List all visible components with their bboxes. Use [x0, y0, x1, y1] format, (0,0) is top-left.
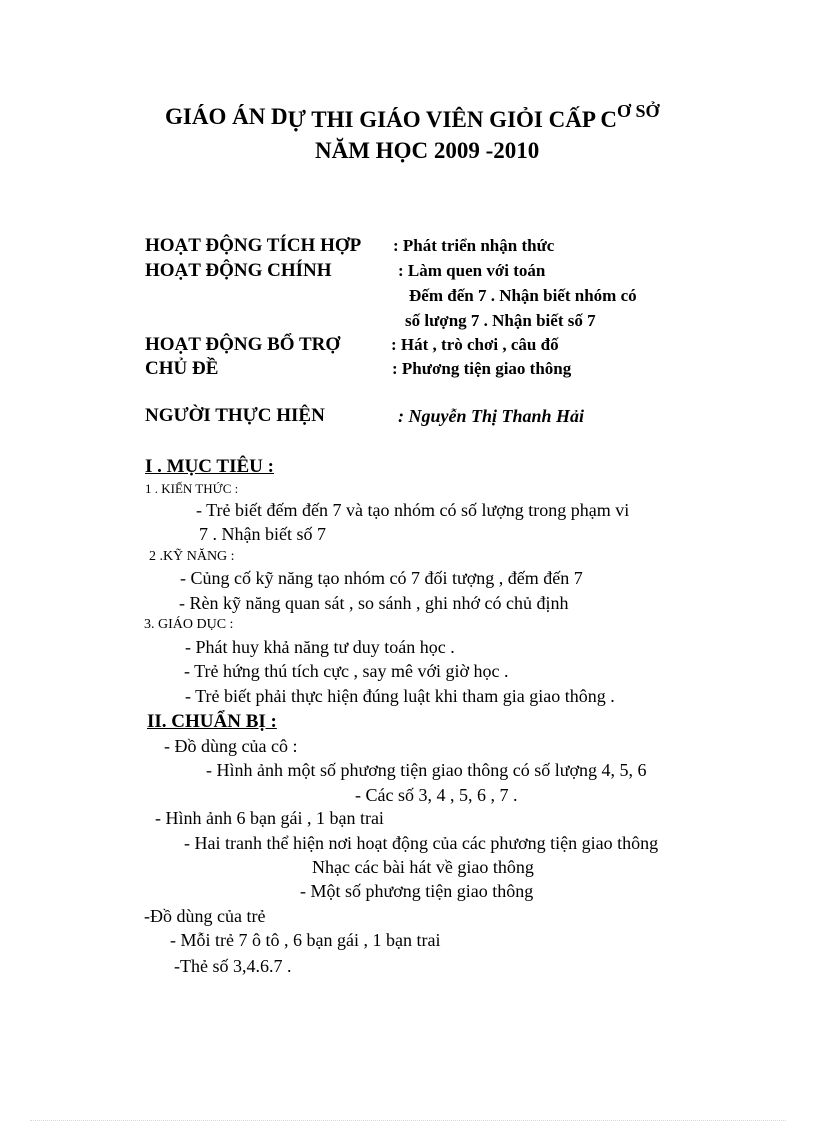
child-item: -Thẻ số 3,4.6.7 .: [174, 956, 292, 976]
knowledge-line-2: 7 . Nhận biết số 7: [199, 524, 326, 544]
education-item-1: - Phát huy khả năng tư duy toán học .: [185, 637, 455, 657]
integrated-activity-label: HOẠT ĐỘNG TÍCH HỢP: [145, 235, 362, 256]
title-part-b: Ự THI GIÁO VIÊN GIỎI CẤP C: [287, 107, 617, 132]
skills-item-2: - Rèn kỹ năng quan sát , so sánh , ghi nhớ có chủ định: [179, 593, 569, 613]
integrated-activity-value: : Phát triển nhận thức: [393, 236, 555, 255]
teacher-item: Nhạc các bài hát về giao thông: [312, 857, 534, 877]
skills-item-1: - Củng cố kỹ năng tạo nhóm có 7 đối tượng , đếm đến 7: [180, 568, 583, 588]
section-preparation-heading: II. CHUẨN BỊ :: [147, 711, 277, 732]
child-materials-label: -Đồ dùng của trẻ: [144, 906, 266, 926]
document-title-line2: NĂM HỌC 2009 -2010: [315, 138, 540, 163]
teacher-materials-label: - Đồ dùng của cô :: [164, 736, 298, 756]
skills-label: 2 .KỸ NĂNG :: [149, 549, 235, 564]
teacher-item: - Hai tranh thể hiện nơi hoạt động của các phương tiện giao thông: [184, 833, 659, 853]
theme-value: : Phương tiện giao thông: [392, 359, 572, 378]
knowledge-label: 1 . KIẾN THỨC :: [145, 481, 239, 496]
page-bottom-divider: [30, 1120, 786, 1121]
teacher-item: - Các số 3, 4 , 5, 6 , 7 .: [355, 785, 518, 805]
theme-label: CHỦ ĐỀ: [145, 358, 219, 379]
teacher-item: - Một số phương tiện giao thông: [300, 881, 534, 901]
teacher-item: - Hình ảnh 6 bạn gái , 1 bạn trai: [155, 808, 384, 828]
child-item: - Mỗi trẻ 7 ô tô , 6 bạn gái , 1 bạn trai: [170, 930, 441, 950]
main-activity-value: : Làm quen với toán: [398, 261, 546, 280]
education-item-3: - Trẻ biết phải thực hiện đúng luật khi tham gia giao thông .: [185, 686, 615, 706]
title-part-a: GIÁO ÁN D: [165, 104, 288, 129]
main-activity-value-2: Đếm đến 7 . Nhận biết nhóm có: [409, 286, 637, 305]
performer-label: NGƯỜI THỰC HIỆN: [145, 405, 325, 426]
performer-value: : Nguyễn Thị Thanh Hải: [398, 406, 585, 426]
main-activity-value-3: số lượng 7 . Nhận biết số 7: [405, 311, 596, 330]
main-activity-label: HOẠT ĐỘNG CHÍNH: [145, 260, 332, 281]
knowledge-line-1: - Trẻ biết đếm đến 7 và tạo nhóm có số lượng trong phạm vi: [196, 500, 630, 520]
teacher-item: - Hình ảnh một số phương tiện giao thông có số lượng 4, 5, 6: [206, 760, 647, 780]
support-activity-label: HOẠT ĐỘNG BỔ TRỢ: [145, 334, 341, 355]
education-item-2: - Trẻ hứng thú tích cực , say mê với giờ học .: [184, 661, 509, 681]
education-label: 3. GIÁO DỤC :: [144, 617, 234, 632]
support-activity-value: : Hát , trò chơi , câu đố: [391, 335, 559, 354]
title-part-c: Ơ SỞ: [616, 101, 660, 121]
section-objectives-heading: I . MỤC TIÊU :: [145, 456, 274, 477]
document-title-line1: [165, 101, 660, 132]
